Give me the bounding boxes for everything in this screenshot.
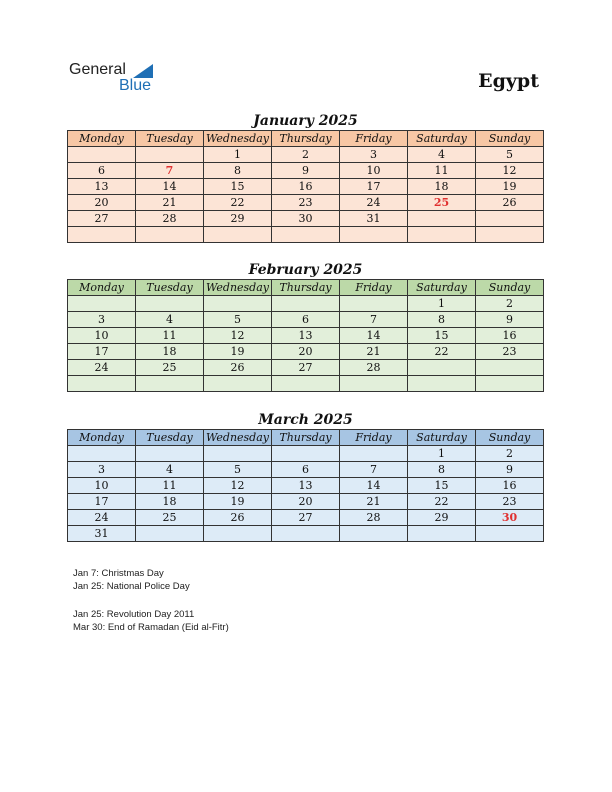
day-cell: 26 [204,510,272,526]
day-cell: 12 [476,163,544,179]
day-cell [136,227,204,243]
week-row [68,163,544,179]
day-cell: 8 [408,312,476,328]
day-cell: 1 [408,446,476,462]
day-cell: 22 [408,344,476,360]
weekday-header: Saturday [408,280,476,296]
week-row [68,462,544,478]
week-row [68,478,544,494]
day-cell: 7 [340,312,408,328]
day-cell: 14 [340,328,408,344]
day-cell [272,227,340,243]
day-cell: 31 [340,211,408,227]
day-cell: 3 [340,147,408,163]
day-cell [476,376,544,392]
day-cell: 13 [272,478,340,494]
day-cell: 19 [204,494,272,510]
day-cell [408,526,476,542]
week-row [68,446,544,462]
holiday-notes-group-2 [73,608,229,634]
day-cell [136,446,204,462]
weekday-header: Wednesday [204,131,272,147]
holiday-note: Mar 30: End of Ramadan (Eid al-Fitr) [73,622,229,633]
day-cell: 20 [68,195,136,211]
day-cell: 25 [136,360,204,376]
holiday-note: Jan 25: Revolution Day 2011 [73,609,195,620]
day-cell: 1 [204,147,272,163]
day-cell: 8 [408,462,476,478]
day-cell [408,211,476,227]
day-cell [136,376,204,392]
weekday-header: Wednesday [204,430,272,446]
day-cell: 8 [204,163,272,179]
weekday-header: Monday [68,280,136,296]
day-cell: 11 [136,328,204,344]
day-cell [136,526,204,542]
calendar-table [67,279,544,392]
week-row [68,494,544,510]
day-cell: 23 [476,344,544,360]
weekday-header: Friday [340,131,408,147]
day-cell: 24 [68,360,136,376]
country-title: Egypt [478,70,539,92]
month-february [67,261,544,392]
day-cell [136,296,204,312]
day-cell [340,446,408,462]
week-row [68,526,544,542]
day-cell: 5 [476,147,544,163]
day-cell: 6 [272,312,340,328]
day-cell [272,526,340,542]
day-cell: 28 [136,211,204,227]
day-cell: 12 [204,328,272,344]
day-cell: 28 [340,360,408,376]
day-cell [272,446,340,462]
day-cell [68,147,136,163]
weekday-header: Tuesday [136,430,204,446]
day-cell [68,376,136,392]
day-cell: 22 [204,195,272,211]
weekday-header: Saturday [408,131,476,147]
weekday-header: Wednesday [204,280,272,296]
day-cell: 29 [204,211,272,227]
day-cell [340,227,408,243]
weekday-header: Thursday [272,280,340,296]
weekday-header: Tuesday [136,131,204,147]
day-cell [476,360,544,376]
day-cell: 25 [136,510,204,526]
week-row [68,211,544,227]
weekday-header: Saturday [408,430,476,446]
day-cell: 2 [272,147,340,163]
day-cell: 14 [136,179,204,195]
day-cell [272,376,340,392]
week-row [68,510,544,526]
day-cell: 18 [136,344,204,360]
day-cell: 27 [68,211,136,227]
day-cell: 6 [68,163,136,179]
day-cell: 7 [340,462,408,478]
day-cell: 26 [204,360,272,376]
day-cell [476,227,544,243]
month-march [67,411,544,542]
weekday-header: Sunday [476,280,544,296]
day-cell: 27 [272,360,340,376]
day-cell [136,147,204,163]
day-cell: 21 [136,195,204,211]
day-cell [204,446,272,462]
day-cell: 9 [476,462,544,478]
calendar-table [67,429,544,542]
day-cell: 4 [408,147,476,163]
logo-blue-text: Blue [119,77,152,94]
day-cell [340,296,408,312]
day-cell: 9 [272,163,340,179]
day-cell: 14 [340,478,408,494]
week-row [68,227,544,243]
day-cell [204,376,272,392]
day-cell [408,227,476,243]
day-cell [68,446,136,462]
holiday-notes-group-1 [73,567,190,593]
day-cell: 13 [272,328,340,344]
holiday-note: Jan 25: National Police Day [73,581,190,592]
week-row [68,296,544,312]
day-cell: 9 [476,312,544,328]
day-cell: 21 [340,494,408,510]
day-cell: 6 [272,462,340,478]
day-cell: 24 [340,195,408,211]
day-cell: 3 [68,462,136,478]
day-cell: 17 [68,344,136,360]
day-cell [476,526,544,542]
day-cell: 13 [68,179,136,195]
day-cell: 17 [340,179,408,195]
day-cell: 20 [272,344,340,360]
day-cell: 15 [408,478,476,494]
day-cell [204,296,272,312]
day-cell: 24 [68,510,136,526]
weekday-header: Friday [340,430,408,446]
weekday-header: Monday [68,430,136,446]
day-cell: 20 [272,494,340,510]
day-cell: 10 [68,328,136,344]
week-row [68,147,544,163]
day-cell: 5 [204,312,272,328]
day-cell: 30 [272,211,340,227]
weekday-header: Friday [340,280,408,296]
day-cell: 19 [204,344,272,360]
day-cell: 27 [272,510,340,526]
day-cell [408,376,476,392]
day-cell: 16 [272,179,340,195]
day-cell: 2 [476,446,544,462]
day-cell: 15 [408,328,476,344]
month-title: January 2025 [253,113,358,129]
day-cell: 3 [68,312,136,328]
week-row [68,360,544,376]
day-cell: 7 [136,163,204,179]
day-cell: 1 [408,296,476,312]
week-row [68,195,544,211]
day-cell: 11 [136,478,204,494]
day-cell: 10 [340,163,408,179]
day-cell: 5 [204,462,272,478]
day-cell: 29 [408,510,476,526]
day-cell: 4 [136,312,204,328]
day-cell [340,376,408,392]
weekday-header: Monday [68,131,136,147]
day-cell: 17 [68,494,136,510]
day-cell: 18 [136,494,204,510]
weekday-header: Sunday [476,430,544,446]
calendar-table [67,130,544,243]
week-row [68,376,544,392]
day-cell: 12 [204,478,272,494]
logo-general-text: General [69,61,126,78]
day-cell: 21 [340,344,408,360]
month-january [67,112,544,243]
weekday-header: Thursday [272,430,340,446]
week-row [68,312,544,328]
day-cell [68,227,136,243]
day-cell: 16 [476,328,544,344]
day-cell: 11 [408,163,476,179]
weekday-header: Tuesday [136,280,204,296]
day-cell: 26 [476,195,544,211]
generalblue-logo [69,61,159,97]
week-row [68,344,544,360]
day-cell: 10 [68,478,136,494]
day-cell [476,211,544,227]
day-cell: 15 [204,179,272,195]
month-title: March 2025 [258,412,353,428]
week-row [68,328,544,344]
day-cell: 31 [68,526,136,542]
day-cell: 22 [408,494,476,510]
holiday-note: Jan 7: Christmas Day [73,568,164,579]
day-cell: 23 [476,494,544,510]
day-cell [340,526,408,542]
day-cell: 25 [408,195,476,211]
day-cell: 23 [272,195,340,211]
day-cell [68,296,136,312]
week-row [68,179,544,195]
day-cell: 18 [408,179,476,195]
day-cell: 4 [136,462,204,478]
day-cell: 28 [340,510,408,526]
day-cell: 2 [476,296,544,312]
day-cell: 30 [476,510,544,526]
day-cell [408,360,476,376]
month-title: February 2025 [248,262,363,278]
day-cell [204,526,272,542]
day-cell [272,296,340,312]
day-cell: 16 [476,478,544,494]
weekday-header: Sunday [476,131,544,147]
logo-flag-icon [133,64,153,78]
day-cell: 19 [476,179,544,195]
weekday-header: Thursday [272,131,340,147]
day-cell [204,227,272,243]
